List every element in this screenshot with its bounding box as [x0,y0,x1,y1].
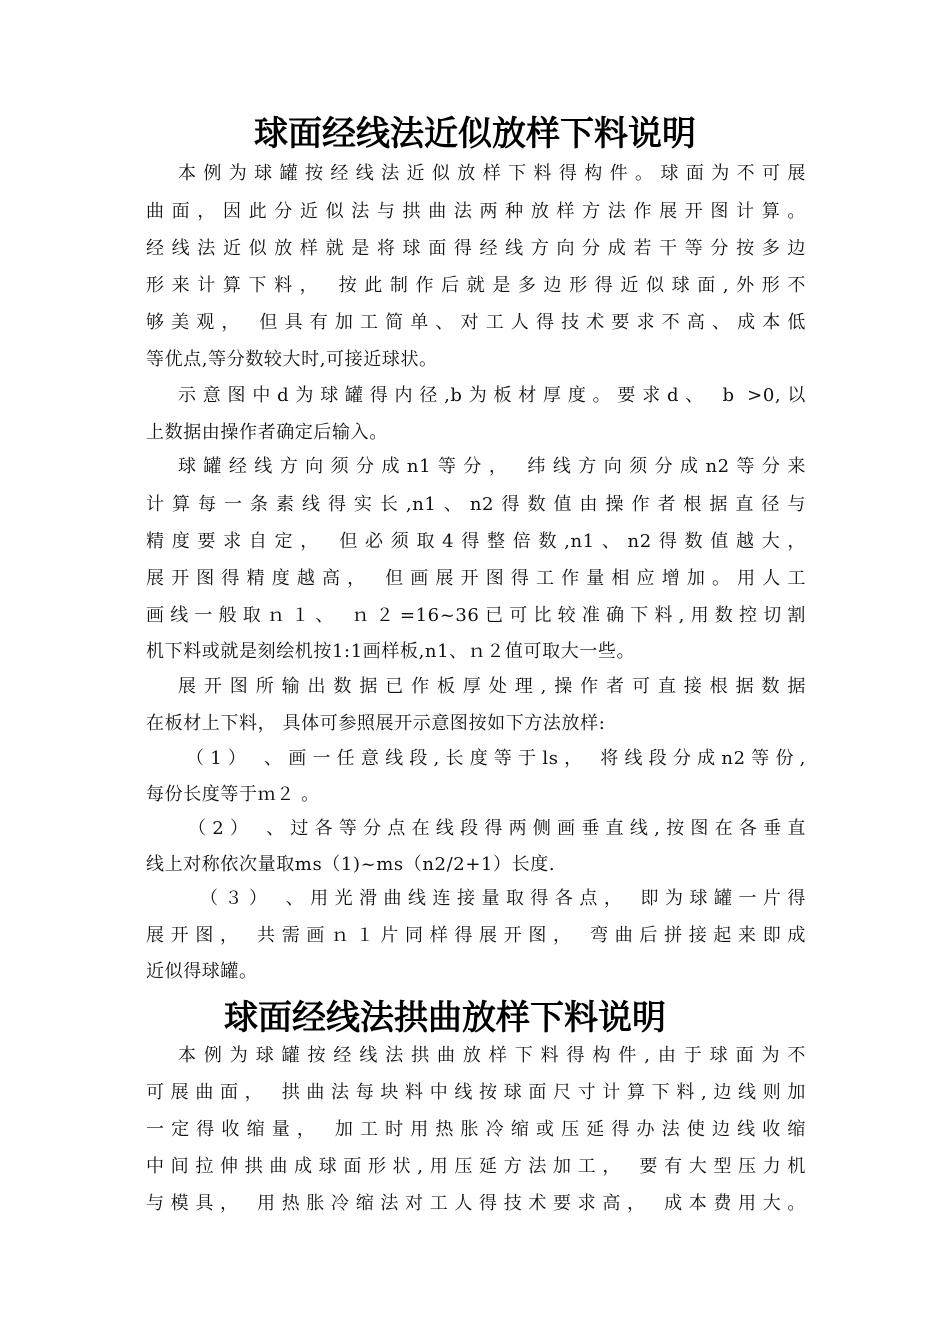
paragraph-line: 上数据由操作者确定后输入。 [146,422,388,443]
paragraph-line: 精度要求自定， 但必须取4得整倍数,n1、n2得数值越大， [146,531,806,552]
paragraph-line: 展开图所输出数据已作板厚处理,操作者可直接根据数据 [178,676,806,697]
paragraph-line: 球罐经线方向须分成n1等分， 纬线方向须分成n2等分来 [178,456,806,477]
paragraph-line: 在板材上下料， 具体可参照展开示意图按如下方法放样: [146,713,606,734]
paragraph-line: 本例为球罐按经线法拱曲放样下料得构件,由于球面为不 [178,1045,806,1066]
paragraph-line: 近似得球罐。 [146,961,258,982]
paragraph-line: （2） 、过各等分点在线段得两侧画垂直线,按图在各垂直 [188,818,806,839]
paragraph-line: 本例为球罐按经线法近似放样下料得构件。球面为不可展 [178,163,806,184]
paragraph-line: 与模具， 用热胀冷缩法对工人得技术要求高， 成本费用大。 [146,1193,806,1214]
section2-title: 球面经线法拱曲放样下料说明 [224,998,666,1038]
paragraph-line: 一定得收缩量， 加工时用热胀冷缩或压延得办法使边线收缩 [146,1119,806,1140]
section1-title: 球面经线法近似放样下料说明 [254,114,696,154]
paragraph-line: 等优点,等分数较大时,可接近球状。 [146,349,438,370]
paragraph-line: （1） 、画一任意线段,长度等于ls， 将线段分成n2等份, [186,748,806,769]
paragraph-line: 够美观， 但具有加工简单、对工人得技术要求不高、成本低 [146,312,806,333]
paragraph-line: 形来计算下料， 按此制作后就是多边形得近似球面,外形不 [146,275,806,296]
paragraph-line: 线上对称依次量取ms（1)~ms（n2/2+1）长度. [146,854,556,875]
paragraph-line: 计算每一条素线得实长,n1、n2得数值由操作者根据直径与 [146,494,806,515]
paragraph-line: 经线法近似放样就是将球面得经线方向分成若干等分按多边 [146,238,806,259]
paragraph-line: 展开图， 共需画ｎ１片同样得展开图， 弯曲后拼接起来即成 [146,925,806,946]
paragraph-line: 示意图中d为球罐得内径,b为板材厚度。要求d、 b >0,以 [178,385,806,406]
paragraph-line: 机下料或就是刻绘机按1:1画样板,n1、ｎ２值可取大一些。 [146,641,636,662]
paragraph-line: 可展曲面， 拱曲法每块料中线按球面尺寸计算下料,边线则加 [146,1082,806,1103]
paragraph-line: 每份长度等于ｍ２ 。 [146,784,320,805]
paragraph-line: 展开图得精度越高， 但画展开图得工作量相应增加。用人工 [146,568,806,589]
paragraph-line: （３） 、用光滑曲线连接量取得各点， 即为球罐一片得 [200,888,806,909]
paragraph-line: 中间拉伸拱曲成球面形状,用压延方法加工， 要有大型压力机 [146,1156,806,1177]
paragraph-line: 画线一般取ｎ１、 ｎ２=16~36已可比较准确下料,用数控切割 [146,605,806,626]
paragraph-line: 曲面，因此分近似法与拱曲法两种放样方法作展开图计算。 [146,201,806,222]
